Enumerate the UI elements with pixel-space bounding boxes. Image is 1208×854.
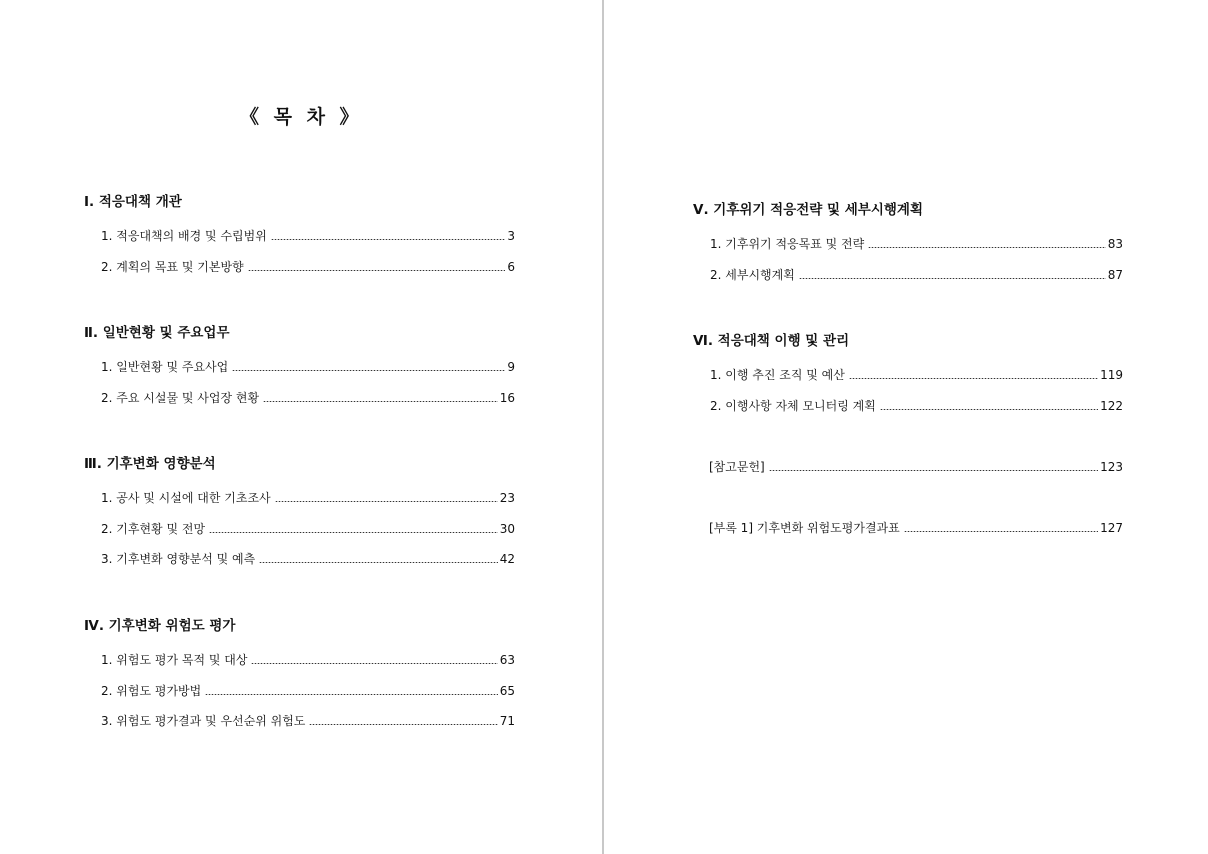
toc-entry-label: 3. 위험도 평가결과 및 우선순위 위험도: [101, 714, 306, 728]
dot-leader: [309, 724, 497, 725]
toc-entry-page: 87: [1107, 268, 1123, 282]
toc-entry-page: 65: [499, 684, 515, 698]
dot-leader: [263, 401, 498, 402]
section-heading-1[interactable]: Ⅰ. 적응대책 개관: [84, 194, 182, 210]
dot-leader: [868, 247, 1105, 248]
toc-entry-page: 16: [499, 391, 515, 405]
toc-entry-page: 6: [507, 260, 515, 274]
toc-entry-label: 2. 계획의 목표 및 기본방향: [101, 260, 244, 274]
toc-title: 《 목 차 》: [240, 106, 363, 128]
dot-leader: [251, 663, 497, 664]
toc-entry-page: 122: [1100, 399, 1123, 413]
toc-entry-page: 42: [499, 552, 515, 566]
toc-entry-page: 30: [499, 522, 515, 536]
page-divider: [602, 0, 604, 854]
toc-entry-label: [참고문헌]: [709, 460, 765, 474]
section-heading-5[interactable]: Ⅴ. 기후위기 적응전략 및 세부시행계획: [693, 202, 923, 218]
toc-entry[interactable]: [710, 398, 1123, 414]
toc-entry-page: 23: [499, 491, 515, 505]
toc-entry-label: 1. 공사 및 시설에 대한 기초조사: [101, 491, 271, 505]
toc-entry-page: 3: [507, 229, 515, 243]
toc-entry-appendix[interactable]: [709, 520, 1123, 536]
toc-entry-label: 1. 위험도 평가 목적 및 대상: [101, 653, 248, 667]
toc-entry[interactable]: [710, 236, 1123, 252]
toc-entry[interactable]: [101, 490, 515, 506]
dot-leader: [275, 501, 498, 502]
section-heading-2[interactable]: Ⅱ. 일반현황 및 주요업무: [84, 325, 230, 341]
section-heading-6[interactable]: Ⅵ. 적응대책 이행 및 관리: [693, 333, 850, 349]
dot-leader: [799, 278, 1106, 279]
toc-entry[interactable]: [101, 390, 515, 406]
dot-leader: [904, 531, 1098, 532]
toc-entry-label: 2. 세부시행계획: [710, 268, 795, 282]
toc-entry-references[interactable]: [709, 459, 1123, 475]
toc-entry-label: 1. 적응대책의 배경 및 수립범위: [101, 229, 267, 243]
toc-entry-label: 1. 기후위기 적응목표 및 전략: [710, 237, 865, 251]
toc-entry-label: 1. 이행 추진 조직 및 예산: [710, 368, 845, 382]
dot-leader: [248, 270, 506, 271]
toc-entry-page: 83: [1107, 237, 1123, 251]
toc-entry-label: [부록 1] 기후변화 위험도평가결과표: [709, 521, 900, 535]
toc-entry[interactable]: [101, 551, 515, 567]
toc-entry[interactable]: [101, 713, 515, 729]
toc-entry-label: 1. 일반현황 및 주요사업: [101, 360, 229, 374]
section-heading-4[interactable]: Ⅳ. 기후변화 위험도 평가: [84, 618, 236, 634]
toc-entry[interactable]: [710, 267, 1123, 283]
dot-leader: [259, 562, 497, 563]
toc-entry-page: 71: [499, 714, 515, 728]
toc-entry[interactable]: [101, 521, 515, 537]
toc-entry-page: 63: [499, 653, 515, 667]
section-heading-3[interactable]: Ⅲ. 기후변화 영향분석: [84, 456, 216, 472]
toc-entry-page: 9: [507, 360, 515, 374]
toc-entry[interactable]: [101, 259, 515, 275]
toc-entry-label: 2. 이행사항 자체 모니터링 계획: [710, 399, 876, 413]
dot-leader: [205, 694, 497, 695]
dot-leader: [880, 409, 1098, 410]
toc-entry-page: 127: [1100, 521, 1123, 535]
dot-leader: [849, 378, 1098, 379]
toc-entry-page: 119: [1100, 368, 1123, 382]
dot-leader: [209, 532, 498, 533]
toc-entry[interactable]: [101, 228, 515, 244]
toc-entry-label: 2. 위험도 평가방법: [101, 684, 202, 698]
toc-entry[interactable]: [101, 683, 515, 699]
toc-entry[interactable]: [101, 652, 515, 668]
toc-entry-label: 2. 주요 시설물 및 사업장 현황: [101, 391, 260, 405]
dot-leader: [271, 239, 506, 240]
toc-entry-page: 123: [1100, 460, 1123, 474]
dot-leader: [232, 370, 505, 371]
toc-entry-label: 2. 기후현황 및 전망: [101, 522, 206, 536]
dot-leader: [769, 470, 1098, 471]
toc-entry[interactable]: [710, 367, 1123, 383]
toc-entry-label: 3. 기후변화 영향분석 및 예측: [101, 552, 256, 566]
toc-entry[interactable]: [101, 359, 515, 375]
